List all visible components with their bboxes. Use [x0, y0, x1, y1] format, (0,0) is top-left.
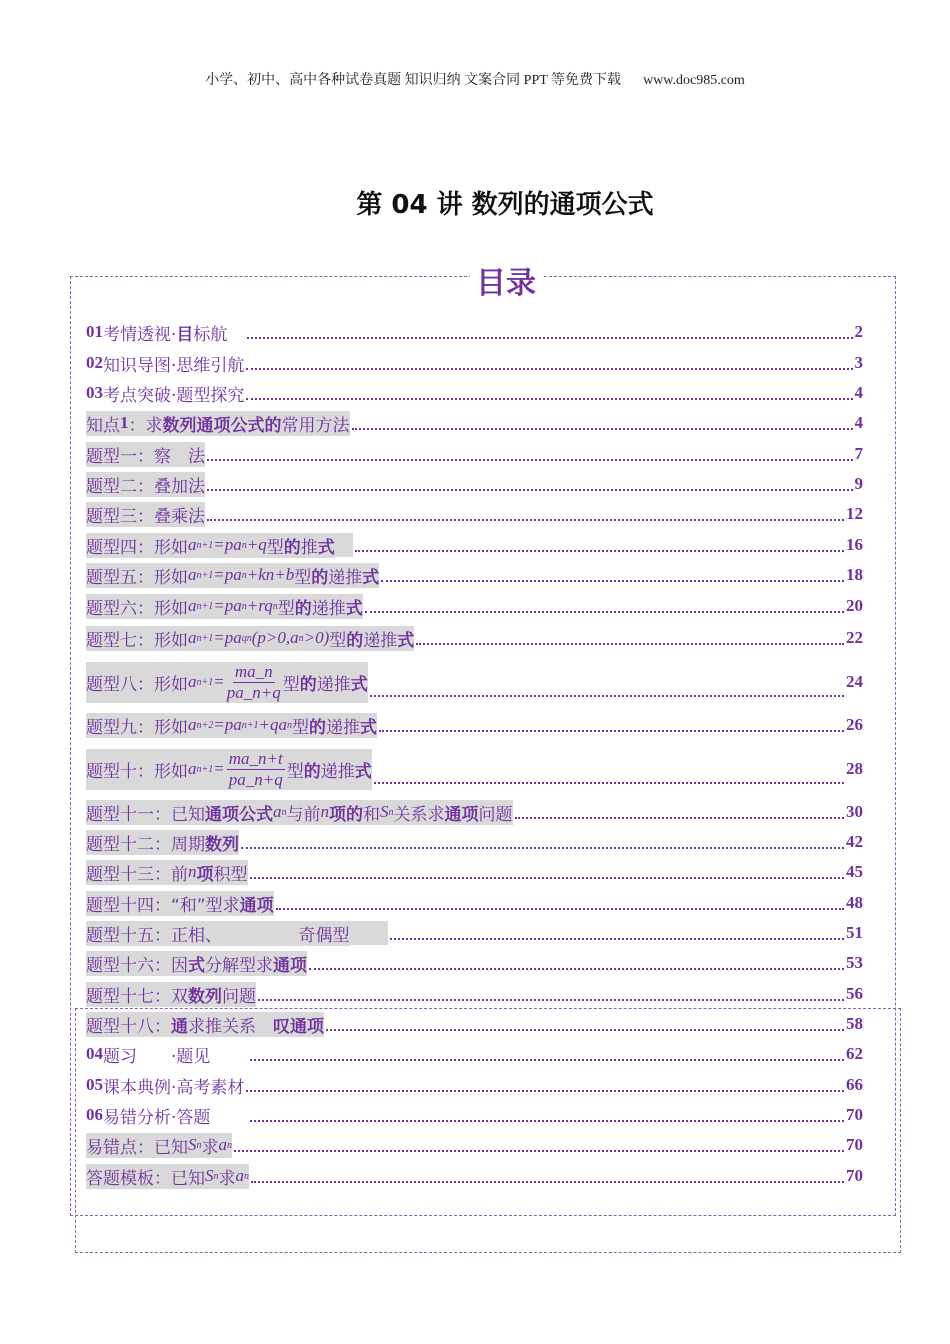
toc-text-segment: 考点突破·题型探究	[103, 385, 245, 406]
toc-text-segment: 1	[120, 413, 129, 432]
toc-page-number: 3	[854, 353, 863, 372]
dot-leader	[250, 1120, 844, 1122]
toc-page-number: 30	[846, 802, 863, 821]
toc-entry[interactable]	[86, 1040, 863, 1068]
toc-entry[interactable]	[86, 889, 863, 917]
toc-entry-label	[86, 830, 239, 855]
dot-leader	[355, 550, 844, 552]
toc-text-segment: =pa	[213, 535, 242, 554]
toc-text-segment: 04	[86, 1044, 103, 1063]
toc-page-number: 2	[854, 322, 863, 341]
toc-text-segment: 易错点：已知	[86, 1137, 188, 1158]
toc-entry[interactable]	[86, 592, 863, 620]
toc-page-number: 45	[846, 862, 863, 881]
toc-entry-label	[86, 1133, 232, 1158]
dot-leader	[241, 847, 844, 849]
fraction-denominator: pa_n+q	[228, 769, 283, 789]
toc-text-segment: 型	[329, 630, 347, 651]
toc-text-segment: 常用方法	[281, 415, 350, 436]
toc-text-segment: 求	[201, 1137, 219, 1158]
toc-text-segment: a	[188, 565, 197, 584]
toc-text-segment: 目	[176, 324, 194, 345]
toc-page-number: 16	[846, 535, 863, 554]
toc-entry-label	[86, 563, 379, 588]
toc-text-segment: 题型十三：前	[86, 864, 188, 885]
toc-text-segment: 答题模板：已知	[86, 1168, 205, 1189]
dot-leader	[379, 730, 844, 732]
toc-text-segment: 题型十七：双	[86, 986, 188, 1007]
toc-text-segment: 型	[294, 567, 312, 588]
toc-text-segment: a	[188, 715, 197, 734]
toc-entry[interactable]	[86, 379, 863, 407]
toc-text-segment: n	[227, 1139, 232, 1151]
toc-text-segment: n+1	[196, 632, 214, 644]
toc-entry[interactable]	[86, 1131, 863, 1159]
toc-text-segment: (p>0,a	[251, 628, 299, 647]
toc-page-number: 24	[846, 672, 863, 691]
toc-text-segment: 和	[363, 804, 380, 825]
toc-text-segment: 题型十八：	[86, 1016, 171, 1037]
dot-leader	[515, 817, 845, 819]
toc-text-segment: 的	[311, 567, 329, 588]
toc-page-number: 20	[846, 596, 863, 615]
highlight-padding	[335, 533, 353, 557]
toc-text-segment: 叹通项	[273, 1016, 324, 1037]
toc-entry-label	[86, 351, 244, 376]
toc-entry-label	[86, 502, 205, 527]
toc-entry[interactable]	[86, 440, 863, 468]
toc-text-segment: 问题	[222, 986, 256, 1007]
toc-text-segment: 题型九：形如	[86, 717, 188, 738]
toc-entry[interactable]	[86, 747, 863, 791]
toc-text-segment: 题习 ·题见	[103, 1046, 211, 1067]
toc-text-segment: 题型五：形如	[86, 567, 188, 588]
toc-text-segment: n	[281, 806, 287, 818]
toc-text-segment: 的	[283, 537, 301, 558]
toc-entry-label	[86, 1073, 244, 1098]
toc-page-number: 7	[854, 444, 863, 463]
toc-text-segment: 题型十二：周期	[86, 834, 205, 855]
toc-entry[interactable]	[86, 1071, 863, 1099]
toc-text-segment: 问题	[478, 804, 513, 825]
toc-text-segment: 题型四：形如	[86, 537, 188, 558]
toc-text-segment: n+1	[196, 600, 214, 612]
toc-entry[interactable]	[86, 711, 863, 739]
toc-text-segment: 题型十：形如	[86, 761, 188, 782]
toc-text-segment: 与前	[286, 804, 321, 825]
toc-page-number: 28	[846, 759, 863, 778]
dot-leader	[326, 1029, 844, 1031]
toc-text-segment: 型	[291, 717, 309, 738]
toc-text-segment: 型	[282, 674, 300, 695]
toc-text-segment: +qa	[258, 715, 287, 734]
toc-page-number: 4	[854, 413, 863, 432]
toc-entry[interactable]	[86, 624, 863, 652]
toc-text-segment: n	[241, 539, 247, 551]
toc-text-segment: 数列	[205, 834, 239, 855]
toc-page-number: 22	[846, 628, 863, 647]
toc-text-segment: 知点	[86, 415, 120, 436]
toc-page-number: 4	[854, 383, 863, 402]
toc-text-segment: q	[241, 632, 247, 644]
dot-leader	[352, 428, 853, 430]
toc-page-number: 42	[846, 832, 863, 851]
toc-entry[interactable]	[86, 798, 863, 826]
fraction-numerator: ma_n	[234, 661, 273, 681]
toc-text-segment: 知识导图·思维引航	[103, 355, 245, 376]
toc-text-segment: n	[246, 632, 252, 644]
toc-text-segment: a	[188, 535, 197, 554]
toc-entry-label	[86, 749, 372, 790]
toc-page-number: 58	[846, 1014, 863, 1033]
toc-entry-label	[86, 982, 256, 1007]
toc-entry-label	[86, 1164, 249, 1189]
dot-leader	[365, 611, 844, 613]
dot-leader	[246, 398, 852, 400]
dot-leader	[207, 489, 853, 491]
dot-leader	[390, 938, 845, 940]
toc-text-segment: a	[235, 1166, 244, 1185]
toc-text-segment: n	[320, 802, 329, 821]
dot-leader	[251, 1181, 844, 1183]
toc-text-segment: 的	[308, 717, 326, 738]
toc-text-segment: S	[380, 802, 389, 821]
toc-entry-label	[86, 713, 377, 738]
toc-text-segment: 通项	[444, 804, 479, 825]
dot-leader	[381, 580, 844, 582]
toc-text-segment: n+1	[196, 676, 214, 688]
toc-text-segment: n	[272, 600, 278, 612]
toc-heading: 目录	[470, 258, 542, 302]
toc-page-number: 70	[846, 1166, 863, 1185]
toc-text-segment: 递推	[311, 598, 346, 619]
toc-text-segment: 积型	[213, 864, 248, 885]
header-url[interactable]: www.doc985.com	[643, 73, 745, 88]
document-title: 第 04 讲 数列的通项公式	[356, 190, 654, 220]
toc-text-segment: S	[188, 1135, 197, 1154]
toc-text-segment: 的	[346, 630, 364, 651]
toc-entry[interactable]	[86, 561, 863, 589]
dot-leader	[370, 695, 844, 697]
toc-entry[interactable]	[86, 318, 863, 346]
toc-text-segment: n+1	[196, 569, 214, 581]
toc-text-segment: 05	[86, 1075, 103, 1094]
toc-text-segment: =pa	[213, 596, 242, 615]
toc-text-segment: 型	[277, 598, 295, 619]
toc-text-segment: 通项	[273, 955, 307, 976]
toc-text-segment: 式	[359, 717, 377, 738]
toc-entry-label	[86, 921, 350, 946]
toc-text-segment: 数列通项公式的	[162, 415, 282, 436]
toc-entry-label	[86, 442, 205, 467]
toc-text-segment: =	[213, 759, 225, 778]
toc-text-segment: 考情透视·	[103, 324, 177, 345]
toc-text-segment: 题型二：叠加法	[86, 476, 205, 497]
toc-text-segment: 题型六：形如	[86, 598, 188, 619]
toc-page-number: 18	[846, 565, 863, 584]
toc-text-segment: n	[213, 1170, 219, 1182]
toc-text-segment: 02	[86, 353, 103, 372]
toc-text-segment: a	[188, 628, 197, 647]
toc-text-segment: 数列	[188, 986, 222, 1007]
toc-text-segment: 的	[294, 598, 312, 619]
toc-entry[interactable]	[86, 828, 863, 856]
toc-text-segment: a	[188, 596, 197, 615]
toc-entry-label	[86, 891, 274, 916]
toc-page-number: 26	[846, 715, 863, 734]
toc-text-segment: a	[218, 1135, 227, 1154]
toc-text-segment: 递推	[363, 630, 398, 651]
toc-text-segment: 题型十四：“和”型求	[86, 895, 240, 916]
dot-leader	[374, 782, 844, 784]
dot-leader	[234, 1150, 844, 1152]
toc-page-number: 70	[846, 1135, 863, 1154]
highlight-padding	[350, 921, 388, 945]
toc-text-segment: 型	[286, 761, 304, 782]
toc-entry-label	[86, 1012, 324, 1037]
toc-text-segment: n	[388, 806, 394, 818]
toc-text-segment: >0)	[303, 628, 330, 647]
toc-text-segment: +kn+b	[246, 565, 295, 584]
toc-text-segment: n+1	[196, 539, 214, 551]
toc-text-segment: 题型三：叠乘法	[86, 506, 205, 527]
toc-entry[interactable]	[86, 858, 863, 886]
toc-text-segment: 式	[188, 955, 205, 976]
toc-page-number: 56	[846, 984, 863, 1003]
toc-text-segment: 的	[299, 674, 317, 695]
dot-leader	[246, 368, 852, 370]
fraction	[227, 749, 285, 790]
toc-text-segment: n+1	[241, 719, 259, 731]
toc-text-segment: 通项	[239, 895, 274, 916]
toc-text-segment: ：求	[128, 415, 163, 436]
toc-text-segment: 06	[86, 1105, 103, 1124]
toc-text-segment: 标航	[193, 324, 228, 345]
toc-page-number: 12	[846, 504, 863, 523]
toc-text-segment: S	[205, 1166, 214, 1185]
toc-text-segment: n	[241, 569, 247, 581]
toc-entry[interactable]	[86, 531, 863, 559]
toc-entry-label	[86, 800, 513, 825]
toc-text-segment: 递推	[320, 761, 355, 782]
toc-text-segment: n+1	[196, 763, 214, 775]
page-header	[0, 69, 950, 89]
toc-text-segment: a	[273, 802, 282, 821]
toc-text-segment: =	[213, 672, 225, 691]
toc-text-segment: 推	[300, 537, 318, 558]
toc-entry[interactable]	[86, 500, 863, 528]
toc-page-number: 70	[846, 1105, 863, 1124]
fraction-denominator: pa_n+q	[226, 682, 281, 702]
toc-entry-label	[86, 951, 307, 976]
toc-text-segment: 式	[350, 674, 368, 695]
toc-entry-label	[86, 1042, 210, 1067]
dot-leader	[207, 519, 844, 521]
toc-entry[interactable]	[86, 470, 863, 498]
toc-text-segment: n	[188, 862, 197, 881]
toc-entry-label	[86, 626, 414, 651]
toc-page-number: 66	[846, 1075, 863, 1094]
toc-text-segment: 关系求	[393, 804, 445, 825]
toc-entry[interactable]	[86, 949, 863, 977]
toc-entry[interactable]	[86, 919, 863, 947]
toc-text-segment: 项的	[329, 804, 363, 825]
toc-text-segment: 式	[317, 537, 335, 558]
toc-entry[interactable]	[86, 660, 863, 704]
toc-text-segment: 题型八：形如	[86, 674, 188, 695]
toc-entry-label	[86, 662, 368, 703]
toc-text-segment: n	[244, 1170, 249, 1182]
toc-text-segment: 式	[354, 761, 372, 782]
toc-text-segment: n+2	[196, 719, 214, 731]
toc-text-segment: 01	[86, 322, 103, 341]
toc-entry-label	[86, 472, 205, 497]
dot-leader	[276, 908, 844, 910]
toc-entry-label	[86, 860, 248, 885]
toc-text-segment: 式	[345, 598, 363, 619]
fraction	[227, 662, 281, 703]
toc-entry-label	[86, 381, 244, 406]
toc-entry[interactable]	[86, 349, 863, 377]
toc-text-segment: 型	[266, 537, 284, 558]
toc-text-segment: 题型一：察 法	[86, 446, 205, 467]
toc-page-number: 53	[846, 953, 863, 972]
toc-text-segment: 项	[196, 864, 214, 885]
toc-text-segment: 题型十一：已知	[86, 804, 205, 825]
toc-entry[interactable]	[86, 1010, 863, 1038]
toc-entry-label	[86, 594, 363, 619]
toc-text-segment: 递推	[325, 717, 360, 738]
toc-text-segment: n	[196, 1139, 202, 1151]
toc-text-segment: 式	[397, 630, 415, 651]
dot-leader	[250, 1059, 844, 1061]
toc-entry[interactable]	[86, 1162, 863, 1190]
toc-page-number: 62	[846, 1044, 863, 1063]
dot-leader	[246, 1090, 844, 1092]
toc-page-number: 48	[846, 893, 863, 912]
dot-leader	[207, 459, 853, 461]
dot-leader	[250, 877, 845, 879]
toc-text-segment: 通项公式	[205, 804, 273, 825]
toc-text-segment: 03	[86, 383, 103, 402]
toc-text-segment: n	[286, 719, 292, 731]
toc-text-segment: 求	[218, 1168, 236, 1189]
fraction-numerator: ma_n+t	[228, 748, 283, 768]
toc-entry[interactable]	[86, 1101, 863, 1129]
toc-text-segment: 式	[362, 567, 380, 588]
toc-entry[interactable]	[86, 980, 863, 1008]
toc-text-segment: a	[188, 759, 197, 778]
dot-leader	[258, 999, 844, 1001]
toc-text-segment: 分解型求	[205, 955, 273, 976]
dot-leader	[416, 643, 844, 645]
toc-text-segment: n	[241, 600, 247, 612]
dot-leader	[309, 968, 844, 970]
toc-text-segment: 题型十五：正相、 奇偶型	[86, 925, 350, 946]
toc-text-segment: 通	[171, 1016, 188, 1037]
toc-text-segment: 递推	[328, 567, 363, 588]
toc-text-segment: +q	[246, 535, 267, 554]
toc-text-segment: 求推关系	[188, 1016, 273, 1037]
toc-text-segment: 易错分析·答题	[103, 1107, 211, 1128]
toc-entry-label	[86, 533, 335, 558]
toc-entry[interactable]	[86, 409, 863, 437]
toc-text-segment: 课本典例·高考素材	[103, 1077, 245, 1098]
toc-entry-label	[86, 411, 350, 436]
toc-text-segment: +rq	[246, 596, 273, 615]
toc-text-segment: =pa	[213, 715, 242, 734]
toc-text-segment: =pa	[213, 565, 242, 584]
toc-text-segment: n	[298, 632, 304, 644]
toc-entry-label	[86, 320, 227, 345]
toc-entry-label	[86, 1103, 210, 1128]
toc-page-number: 9	[854, 474, 863, 493]
toc-text-segment: 的	[303, 761, 321, 782]
toc-text-segment: 题型十六：因	[86, 955, 188, 976]
toc-text-segment: =pa	[213, 628, 242, 647]
toc-text-segment: 递推	[316, 674, 351, 695]
header-text: 小学、初中、高中各种试卷真题 知识归纳 文案合同 PPT 等免费下载	[205, 73, 622, 88]
dot-leader	[247, 337, 852, 339]
toc-text-segment: a	[188, 672, 197, 691]
toc-page-number: 51	[846, 923, 863, 942]
toc-text-segment: 题型七：形如	[86, 630, 188, 651]
